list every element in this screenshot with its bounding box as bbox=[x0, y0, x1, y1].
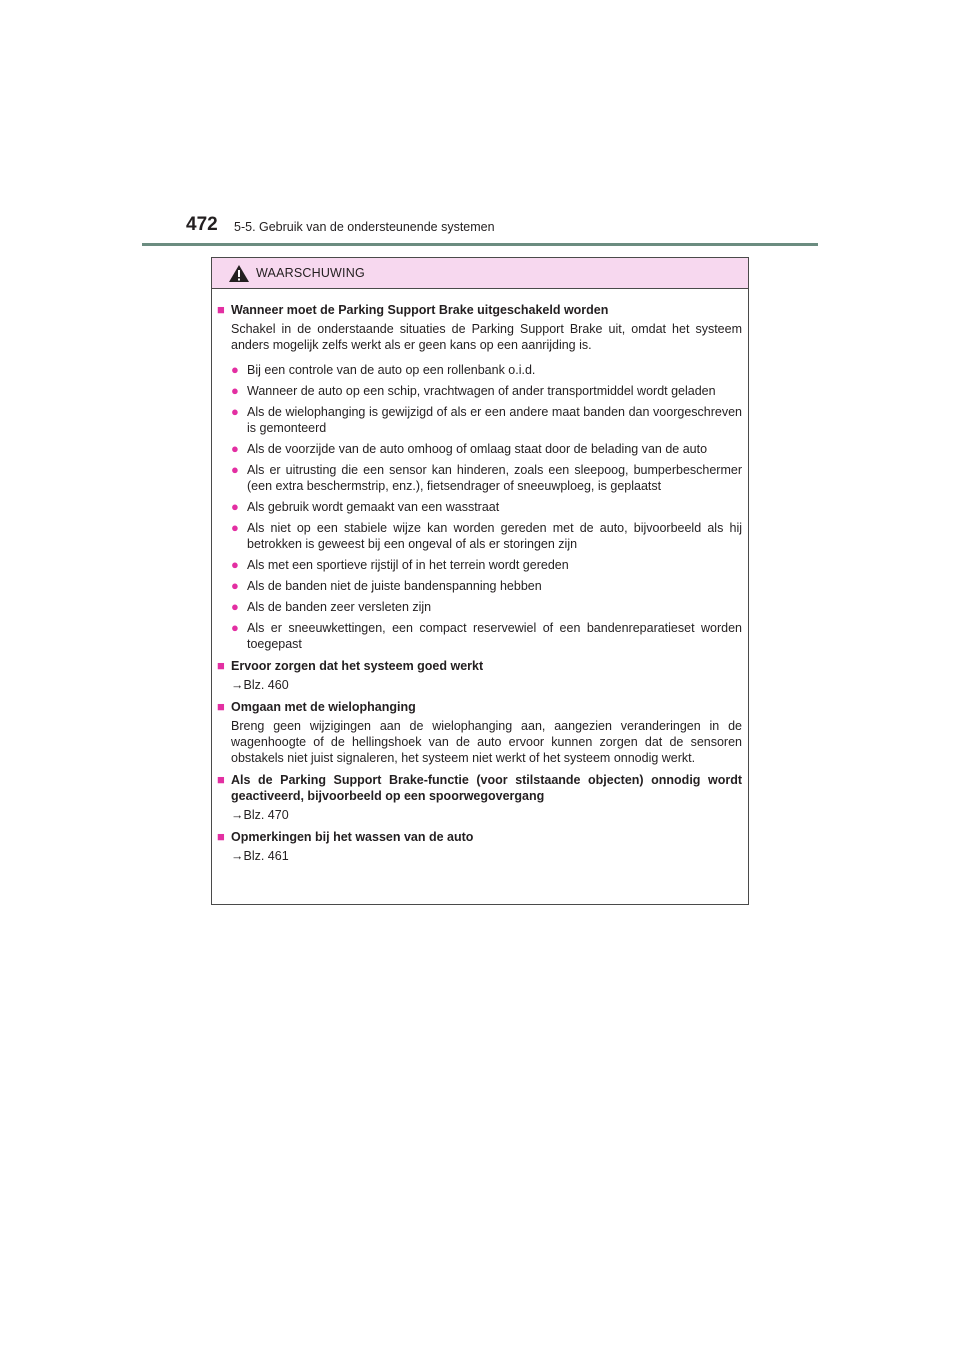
square-bullet-icon: ■ bbox=[217, 829, 225, 844]
bullet-dot-icon: ● bbox=[231, 441, 239, 456]
section-text: Schakel in de onderstaande situaties de Parking Support Brake uit, omdat het systeem anders mogelijk zelfs werkt als er geen kans op een aanrijding is. bbox=[231, 322, 742, 352]
bullet-dot-icon: ● bbox=[231, 578, 239, 593]
list-item: ● Als niet op een stabiele wijze kan worden gereden met de auto, bijvoorbeeld als hij betrokken is geweest bij een ongeval of als er storingen zijn bbox=[231, 520, 742, 551]
list-item: ● Als de wielophanging is gewijzigd of als er een andere maat banden dan voorgeschreven is gemonteerd bbox=[231, 404, 742, 435]
list-item: ● Als gebruik wordt gemaakt van een wasstraat bbox=[231, 499, 500, 514]
section-heading: ■ Opmerkingen bij het wassen van de auto bbox=[217, 829, 474, 844]
list-item: ● Als de banden zeer versleten zijn bbox=[231, 599, 432, 614]
section-title: 5-5. Gebruik van de ondersteunende systemen bbox=[234, 220, 495, 234]
list-item: ● Als er sneeuwkettingen, een compact reservewiel of een bandenreparatieset worden toegepast bbox=[231, 620, 742, 651]
bullet-dot-icon: ● bbox=[231, 620, 239, 635]
section-heading: ■ Ervoor zorgen dat het systeem goed werkt bbox=[217, 658, 484, 673]
warning-content bbox=[212, 289, 748, 864]
section-text: Breng geen wijzigingen aan de wielophanging aan, aangezien veranderingen in de wagenhoogte of de hellingshoek van de auto ervoor kunnen zorgen dat de sensoren obstakels niet juist signaleren, het systeem niet werkt of het systeem onnodig werkt. bbox=[231, 719, 742, 765]
warning-triangle-icon bbox=[228, 264, 250, 283]
list-item: ● Wanneer de auto op een schip, vrachtwagen of ander transportmiddel wordt geladen bbox=[231, 383, 716, 398]
bullet-dot-icon: ● bbox=[231, 462, 239, 477]
section-heading: ■ Als de Parking Support Brake-functie (voor stilstaande objecten) onnodig wordt geactiveerd, bijvoorbeeld op een spoorwegovergang bbox=[217, 772, 742, 803]
warning-box bbox=[211, 257, 749, 905]
square-bullet-icon: ■ bbox=[217, 658, 225, 673]
list-item: ● Bij een controle van de auto op een rollenbank o.i.d. bbox=[231, 362, 536, 377]
list-item: ● Als de banden niet de juiste bandenspanning hebben bbox=[231, 578, 542, 593]
section-heading: ■ Wanneer moet de Parking Support Brake uitgeschakeld worden bbox=[217, 302, 609, 317]
square-bullet-icon: ■ bbox=[217, 699, 225, 714]
warning-header bbox=[212, 258, 748, 289]
list-item: ● Als er uitrusting die een sensor kan hinderen, zoals een sleepoog, bumperbeschermer (een extra beschermstrip, enz.), fietsendrager of sneeuwploeg, is geplaatst bbox=[231, 462, 742, 493]
bullet-dot-icon: ● bbox=[231, 404, 239, 419]
square-bullet-icon: ■ bbox=[217, 302, 225, 317]
page-reference: →Blz. 461 bbox=[231, 849, 289, 863]
page-number: 472 bbox=[186, 214, 218, 235]
bullet-dot-icon: ● bbox=[231, 599, 239, 614]
bullet-dot-icon: ● bbox=[231, 383, 239, 398]
page-reference: →Blz. 460 bbox=[231, 678, 289, 692]
page-reference: →Blz. 470 bbox=[231, 808, 289, 822]
bullet-dot-icon: ● bbox=[231, 557, 239, 572]
header-rule bbox=[142, 243, 818, 246]
bullet-dot-icon: ● bbox=[231, 520, 239, 535]
section-heading: ■ Omgaan met de wielophanging bbox=[217, 699, 416, 714]
bullet-dot-icon: ● bbox=[231, 499, 239, 514]
list-item: ● Als met een sportieve rijstijl of in het terrein wordt gereden bbox=[231, 557, 569, 572]
list-item: ● Als de voorzijde van de auto omhoog of omlaag staat door de belading van de auto bbox=[231, 441, 708, 456]
warning-title: WAARSCHUWING bbox=[256, 266, 365, 280]
square-bullet-icon: ■ bbox=[217, 772, 225, 787]
bullet-dot-icon: ● bbox=[231, 362, 239, 377]
